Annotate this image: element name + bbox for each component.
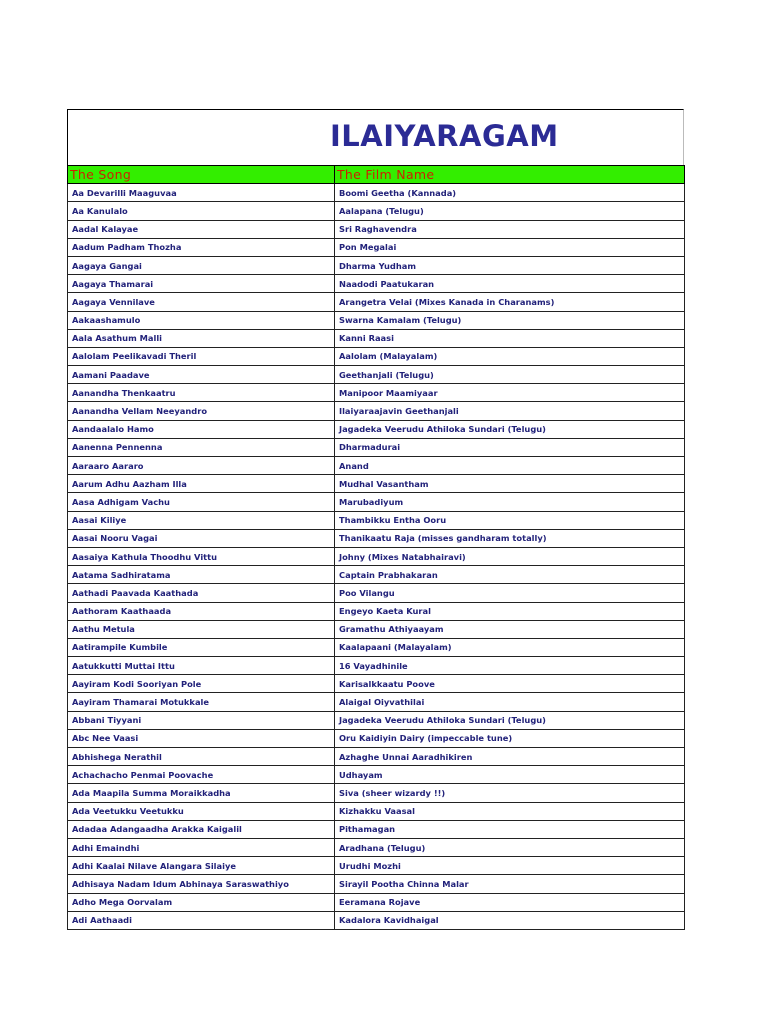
- table-row: [68, 475, 685, 493]
- song-cell[interactable]: Aanandha Vellam Neeyandro: [68, 402, 335, 420]
- film-cell[interactable]: Kadalora Kavidhaigal: [335, 911, 685, 929]
- table-row: [68, 311, 685, 329]
- film-cell[interactable]: Marubadiyum: [335, 493, 685, 511]
- table-row: [68, 602, 685, 620]
- film-cell[interactable]: Siva (sheer wizardy !!): [335, 784, 685, 802]
- song-cell[interactable]: Abc Nee Vaasi: [68, 729, 335, 747]
- column-header-film: The Film Name: [335, 166, 685, 184]
- song-cell[interactable]: Aagaya Vennilave: [68, 293, 335, 311]
- song-cell[interactable]: Aagaya Gangai: [68, 256, 335, 274]
- spreadsheet: [67, 109, 684, 930]
- song-cell[interactable]: Adhisaya Nadam Idum Abhinaya Saraswathiyo: [68, 875, 335, 893]
- song-cell[interactable]: Aakaashamulo: [68, 311, 335, 329]
- song-cell[interactable]: Aandaalalo Hamo: [68, 420, 335, 438]
- song-cell[interactable]: Adhi Kaalai Nilave Alangara Silaiye: [68, 857, 335, 875]
- film-cell[interactable]: Geethanjali (Telugu): [335, 366, 685, 384]
- table-row: [68, 657, 685, 675]
- film-cell[interactable]: Karisalkkaatu Poove: [335, 675, 685, 693]
- table-row: [68, 366, 685, 384]
- film-cell[interactable]: Aalapana (Telugu): [335, 202, 685, 220]
- table-row: [68, 638, 685, 656]
- table-row: [68, 547, 685, 565]
- table-row: [68, 693, 685, 711]
- film-cell[interactable]: Mudhal Vasantham: [335, 475, 685, 493]
- table-row: [68, 202, 685, 220]
- table-row: [68, 620, 685, 638]
- song-cell[interactable]: Aanandha Thenkaatru: [68, 384, 335, 402]
- song-cell[interactable]: Aathu Metula: [68, 620, 335, 638]
- table-row: [68, 857, 685, 875]
- song-cell[interactable]: Aalolam Peelikavadi Theril: [68, 347, 335, 365]
- table-row: [68, 220, 685, 238]
- song-cell[interactable]: Aarum Adhu Aazham Illa: [68, 475, 335, 493]
- song-cell[interactable]: Aasa Adhigam Vachu: [68, 493, 335, 511]
- table-row: [68, 820, 685, 838]
- film-cell[interactable]: Dharma Yudham: [335, 256, 685, 274]
- table-row: [68, 675, 685, 693]
- table-row: [68, 729, 685, 747]
- table-row: [68, 347, 685, 365]
- column-header-song: The Song: [68, 166, 335, 184]
- song-cell[interactable]: Aasaiya Kathula Thoodhu Vittu: [68, 547, 335, 565]
- table-row: [68, 275, 685, 293]
- table-row: [68, 511, 685, 529]
- film-cell[interactable]: Naadodi Paatukaran: [335, 275, 685, 293]
- film-cell[interactable]: Dharmadurai: [335, 438, 685, 456]
- song-cell[interactable]: Aasai Kiliye: [68, 511, 335, 529]
- table-row: [68, 875, 685, 893]
- film-cell[interactable]: Pon Megalai: [335, 238, 685, 256]
- film-cell[interactable]: Arangetra Velai (Mixes Kanada in Charanams): [335, 293, 685, 311]
- table-row: [68, 293, 685, 311]
- film-cell[interactable]: Kaalapaani (Malayalam): [335, 638, 685, 656]
- film-cell[interactable]: Manipoor Maamiyaar: [335, 384, 685, 402]
- song-cell[interactable]: Aayiram Kodi Sooriyan Pole: [68, 675, 335, 693]
- song-cell[interactable]: Aamani Paadave: [68, 366, 335, 384]
- song-cell[interactable]: Aagaya Thamarai: [68, 275, 335, 293]
- song-cell[interactable]: Aa Kanulalo: [68, 202, 335, 220]
- film-cell[interactable]: Swarna Kamalam (Telugu): [335, 311, 685, 329]
- table-row: [68, 493, 685, 511]
- song-cell[interactable]: Aadal Kalayae: [68, 220, 335, 238]
- table-row: [68, 584, 685, 602]
- table-row: [68, 329, 685, 347]
- table-row: [68, 748, 685, 766]
- song-cell[interactable]: Aatama Sadhiratama: [68, 566, 335, 584]
- song-cell[interactable]: Adadaa Adangaadha Arakka Kaigalil: [68, 820, 335, 838]
- film-cell[interactable]: Pithamagan: [335, 820, 685, 838]
- film-cell[interactable]: Kanni Raasi: [335, 329, 685, 347]
- table-body: [68, 184, 685, 930]
- film-cell[interactable]: Alaigal Oiyvathilai: [335, 693, 685, 711]
- table-row: [68, 766, 685, 784]
- song-cell[interactable]: Aatirampile Kumbile: [68, 638, 335, 656]
- film-cell[interactable]: Sri Raghavendra: [335, 220, 685, 238]
- song-cell[interactable]: Adhi Emaindhi: [68, 838, 335, 856]
- table-row: [68, 457, 685, 475]
- film-cell[interactable]: Anand: [335, 457, 685, 475]
- film-cell[interactable]: Azhaghe Unnai Aaradhikiren: [335, 748, 685, 766]
- song-cell[interactable]: Abbani Tiyyani: [68, 711, 335, 729]
- table-row: [68, 802, 685, 820]
- film-cell[interactable]: Aalolam (Malayalam): [335, 347, 685, 365]
- film-cell[interactable]: Udhayam: [335, 766, 685, 784]
- song-cell[interactable]: Adi Aathaadi: [68, 911, 335, 929]
- song-cell[interactable]: Ada Veetukku Veetukku: [68, 802, 335, 820]
- table-row: [68, 238, 685, 256]
- table-row: [68, 566, 685, 584]
- table-row: [68, 420, 685, 438]
- song-cell[interactable]: Aathoram Kaathaada: [68, 602, 335, 620]
- table-row: [68, 784, 685, 802]
- film-cell[interactable]: Kizhakku Vaasal: [335, 802, 685, 820]
- song-cell[interactable]: Aaraaro Aararo: [68, 457, 335, 475]
- song-cell[interactable]: Adho Mega Oorvalam: [68, 893, 335, 911]
- film-cell[interactable]: Poo Vilangu: [335, 584, 685, 602]
- film-cell[interactable]: Thambikku Entha Ooru: [335, 511, 685, 529]
- song-cell[interactable]: Aala Asathum Malli: [68, 329, 335, 347]
- film-cell[interactable]: Urudhi Mozhi: [335, 857, 685, 875]
- table-row: [68, 911, 685, 929]
- song-cell[interactable]: Achachacho Penmai Poovache: [68, 766, 335, 784]
- song-cell[interactable]: Aanenna Pennenna: [68, 438, 335, 456]
- page-title: ILAIYARAGAM: [330, 119, 559, 153]
- song-cell[interactable]: Aayiram Thamarai Motukkale: [68, 693, 335, 711]
- songs-table: [67, 165, 685, 930]
- song-cell[interactable]: Ada Maapila Summa Moraikkadha: [68, 784, 335, 802]
- table-row: [68, 256, 685, 274]
- film-cell[interactable]: Engeyo Kaeta Kural: [335, 602, 685, 620]
- table-row: [68, 438, 685, 456]
- film-cell[interactable]: Ilaiyaraajavin Geethanjali: [335, 402, 685, 420]
- song-cell[interactable]: Aadum Padham Thozha: [68, 238, 335, 256]
- film-cell[interactable]: Jagadeka Veerudu Athiloka Sundari (Telugu): [335, 711, 685, 729]
- film-cell[interactable]: Jagadeka Veerudu Athiloka Sundari (Telugu): [335, 420, 685, 438]
- film-cell[interactable]: Captain Prabhakaran: [335, 566, 685, 584]
- table-row: [68, 184, 685, 202]
- song-cell[interactable]: Aatukkutti Muttai Ittu: [68, 657, 335, 675]
- film-cell[interactable]: Johny (Mixes Natabhairavi): [335, 547, 685, 565]
- song-cell[interactable]: Aasai Nooru Vagai: [68, 529, 335, 547]
- table-row: [68, 402, 685, 420]
- film-cell[interactable]: 16 Vayadhinile: [335, 657, 685, 675]
- film-cell[interactable]: Boomi Geetha (Kannada): [335, 184, 685, 202]
- film-cell[interactable]: Eeramana Rojave: [335, 893, 685, 911]
- film-cell[interactable]: Aradhana (Telugu): [335, 838, 685, 856]
- table-row: [68, 384, 685, 402]
- film-cell[interactable]: Gramathu Athiyaayam: [335, 620, 685, 638]
- film-cell[interactable]: Thanikaatu Raja (misses gandharam totally): [335, 529, 685, 547]
- film-cell[interactable]: Sirayil Pootha Chinna Malar: [335, 875, 685, 893]
- table-row: [68, 838, 685, 856]
- song-cell[interactable]: Aathadi Paavada Kaathada: [68, 584, 335, 602]
- table-row: [68, 711, 685, 729]
- table-row: [68, 893, 685, 911]
- film-cell[interactable]: Oru Kaidiyin Dairy (impeccable tune): [335, 729, 685, 747]
- song-cell[interactable]: Aa Devarilli Maaguvaa: [68, 184, 335, 202]
- song-cell[interactable]: Abhishega Nerathil: [68, 748, 335, 766]
- title-row: [67, 109, 684, 165]
- table-row: [68, 529, 685, 547]
- table-header-row: [68, 166, 685, 184]
